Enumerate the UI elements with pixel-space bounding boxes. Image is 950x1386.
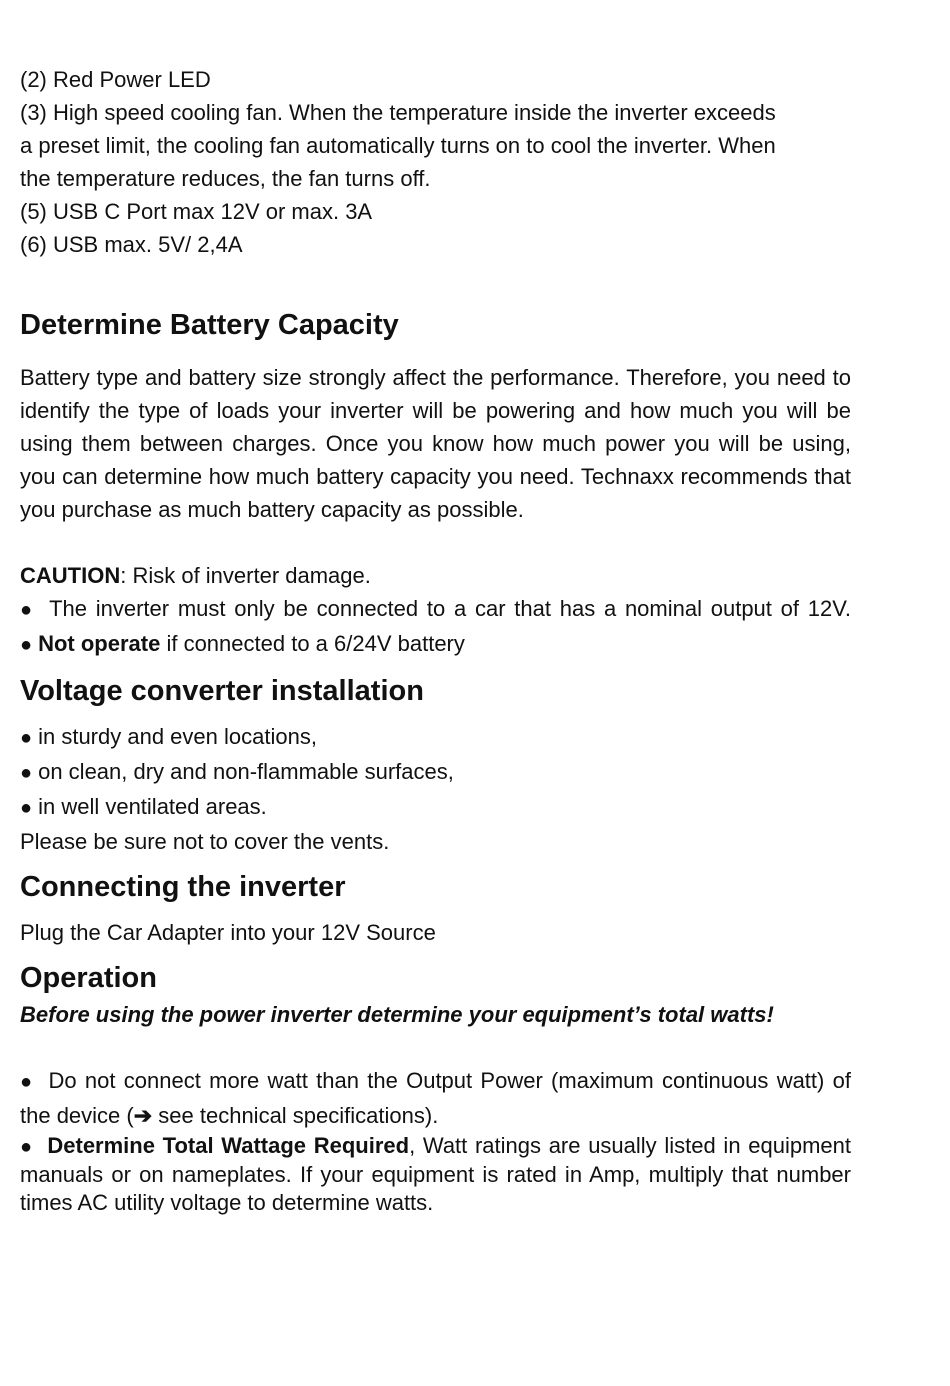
installation-note: Please be sure not to cover the vents. xyxy=(20,829,390,854)
intro-line-1: (2) Red Power LED xyxy=(20,67,211,92)
caution-bullet-2-rest: if connected to a 6/24V battery xyxy=(160,631,465,656)
bullet-icon: ● xyxy=(20,1071,35,1093)
bullet-icon: ● xyxy=(20,797,33,819)
bullet-icon: ● xyxy=(20,762,33,784)
caution-label: CAUTION xyxy=(20,563,121,588)
operation-bullet-1-text-b: see technical specifications). xyxy=(152,1103,439,1128)
caution-text: : Risk of inverter damage. xyxy=(120,563,371,588)
bullet-icon: ● xyxy=(20,1136,34,1158)
caution-bullet-2-bold: Not operate xyxy=(38,631,161,656)
intro-line-4: the temperature reduces, the fan turns off. xyxy=(20,166,431,191)
installation-heading: Voltage converter installation xyxy=(20,675,424,707)
intro-line-2: (3) High speed cooling fan. When the temperature inside the inverter exceeds xyxy=(20,100,776,125)
bullet-icon: ● xyxy=(20,634,33,656)
bullet-icon: ● xyxy=(20,727,33,749)
operation-subtitle: Before using the power inverter determine your equipment’s total watts! xyxy=(20,1002,774,1027)
arrow-right-icon: ➔ xyxy=(133,1103,153,1128)
battery-heading: Determine Battery Capacity xyxy=(20,309,399,341)
installation-item-text: in well ventilated areas. xyxy=(38,794,267,819)
installation-item xyxy=(20,790,851,825)
caution-line xyxy=(20,559,851,592)
operation-bullet-1-text-a: Do not connect more watt than the Output Power (maximum continuous watt) of the device ( xyxy=(20,1068,851,1128)
operation-bullet-2-rest: , Watt ratings are usually listed in equipment manuals or on nameplates. If your equipment is rated in Amp, multiply that number times AC utility voltage to determine watts. xyxy=(20,1133,851,1215)
connecting-heading: Connecting the inverter xyxy=(20,871,346,903)
operation-heading: Operation xyxy=(20,962,157,994)
operation-bullet-2-bold: Determine Total Wattage Required xyxy=(39,1133,410,1158)
installation-item xyxy=(20,755,851,790)
battery-body: Battery type and battery size strongly affect the performance. Therefore, you need to identify the type of loads your inverter will be powering and how much you will be using them between charges. Once you know how much power you will be using, you can determine how much battery capacity you need. Technaxx recommends that you purchase as much battery capacity as possible. xyxy=(20,365,851,522)
installation-item-text: in sturdy and even locations, xyxy=(38,724,317,749)
intro-line-3: a preset limit, the cooling fan automatically turns on to cool the inverter. When xyxy=(20,133,776,158)
intro-line-5: (5) USB C Port max 12V or max. 3A xyxy=(20,199,373,224)
operation-bullet-2 xyxy=(20,1132,851,1217)
connecting-body: Plug the Car Adapter into your 12V Source xyxy=(20,920,436,945)
intro-line-6: (6) USB max. 5V/ 2,4A xyxy=(20,232,243,257)
bullet-icon: ● xyxy=(20,599,35,621)
installation-item xyxy=(20,720,851,755)
installation-item-text: on clean, dry and non-flammable surfaces, xyxy=(38,759,454,784)
caution-bullets xyxy=(20,592,851,662)
caution-bullet-1: The inverter must only be connected to a car that has a nominal output of 12V. xyxy=(40,596,851,621)
operation-bullet-1 xyxy=(20,1064,851,1132)
document-page xyxy=(20,63,851,1217)
